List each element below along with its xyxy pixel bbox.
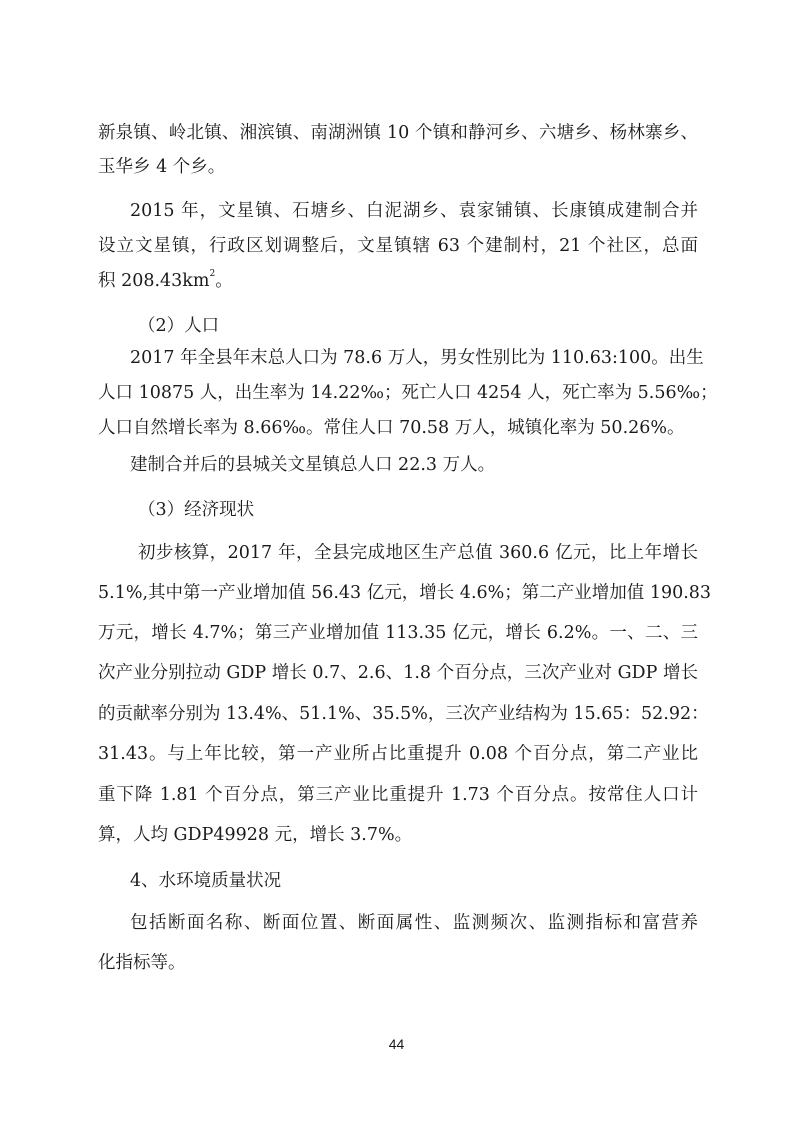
- text-line: 万元，增长 4.7%；第三产业增加值 113.35 亿元，增长 6.2%。一、二、三: [98, 623, 698, 643]
- heading-economy: （3）经济现状: [138, 500, 255, 520]
- heading-population: （2）人口: [138, 316, 220, 336]
- text-line: 2017 年全县年末总人口为 78.6 万人，男女性别比为 110.63:100。出生: [130, 348, 704, 368]
- text-line: 2015 年，文星镇、石塘乡、白泥湖乡、袁家铺镇、长康镇成建制合并: [130, 201, 698, 221]
- area-superscript: 2: [209, 269, 216, 280]
- area-suffix: 。: [215, 271, 233, 291]
- text-line: 5.1%,其中第一产业增加值 56.43 亿元，增长 4.6%；第二产业增加值 190.83: [98, 583, 712, 603]
- text-line: 算，人均 GDP49928 元，增长 3.7%。: [98, 825, 413, 845]
- page-number: 44: [388, 1036, 405, 1052]
- heading-water: 4、水环境质量状况: [130, 871, 282, 891]
- text-line: 初步核算，2017 年，全县完成地区生产总值 360.6 亿元，比上年增长: [138, 543, 698, 563]
- text-line: 建制合并后的县城关文星镇总人口 22.3 万人。: [130, 455, 496, 475]
- area-text: 积 208.43km: [98, 271, 210, 291]
- text-line: 人口自然增长率为 8.66‰。常住人口 70.58 万人，城镇化率为 50.26%。: [98, 418, 685, 438]
- text-line: 包括断面名称、断面位置、断面属性、监测频次、监测指标和富营养: [130, 913, 698, 933]
- text-line: 31.43。与上年比较，第一产业所占比重提升 0.08 个百分点，第二产业比: [98, 744, 698, 764]
- text-line: 次产业分别拉动 GDP 增长 0.7、2.6、1.8 个百分点，三次产业对 GDP 增长: [98, 663, 698, 683]
- text-line: 人口 10875 人，出生率为 14.22‰；死亡人口 4254 人，死亡率为 5.56‰；: [98, 383, 718, 403]
- text-line: 化指标等。: [98, 953, 186, 973]
- text-line: 重下降 1.81 个百分点，第三产业比重提升 1.73 个百分点。按常住人口计: [98, 785, 698, 805]
- text-line: 设立文星镇，行政区划调整后，文星镇辖 63 个建制村，21 个社区，总面: [98, 236, 698, 256]
- area-line: [98, 270, 698, 292]
- text-line: 新泉镇、岭北镇、湘滨镇、南湖洲镇 10 个镇和静河乡、六塘乡、杨林寨乡、: [98, 123, 698, 143]
- text-line: 的贡献率分别为 13.4%、51.1%、35.5%，三次产业结构为 15.65：52.92：: [98, 704, 709, 724]
- text-line: 玉华乡 4 个乡。: [98, 157, 226, 177]
